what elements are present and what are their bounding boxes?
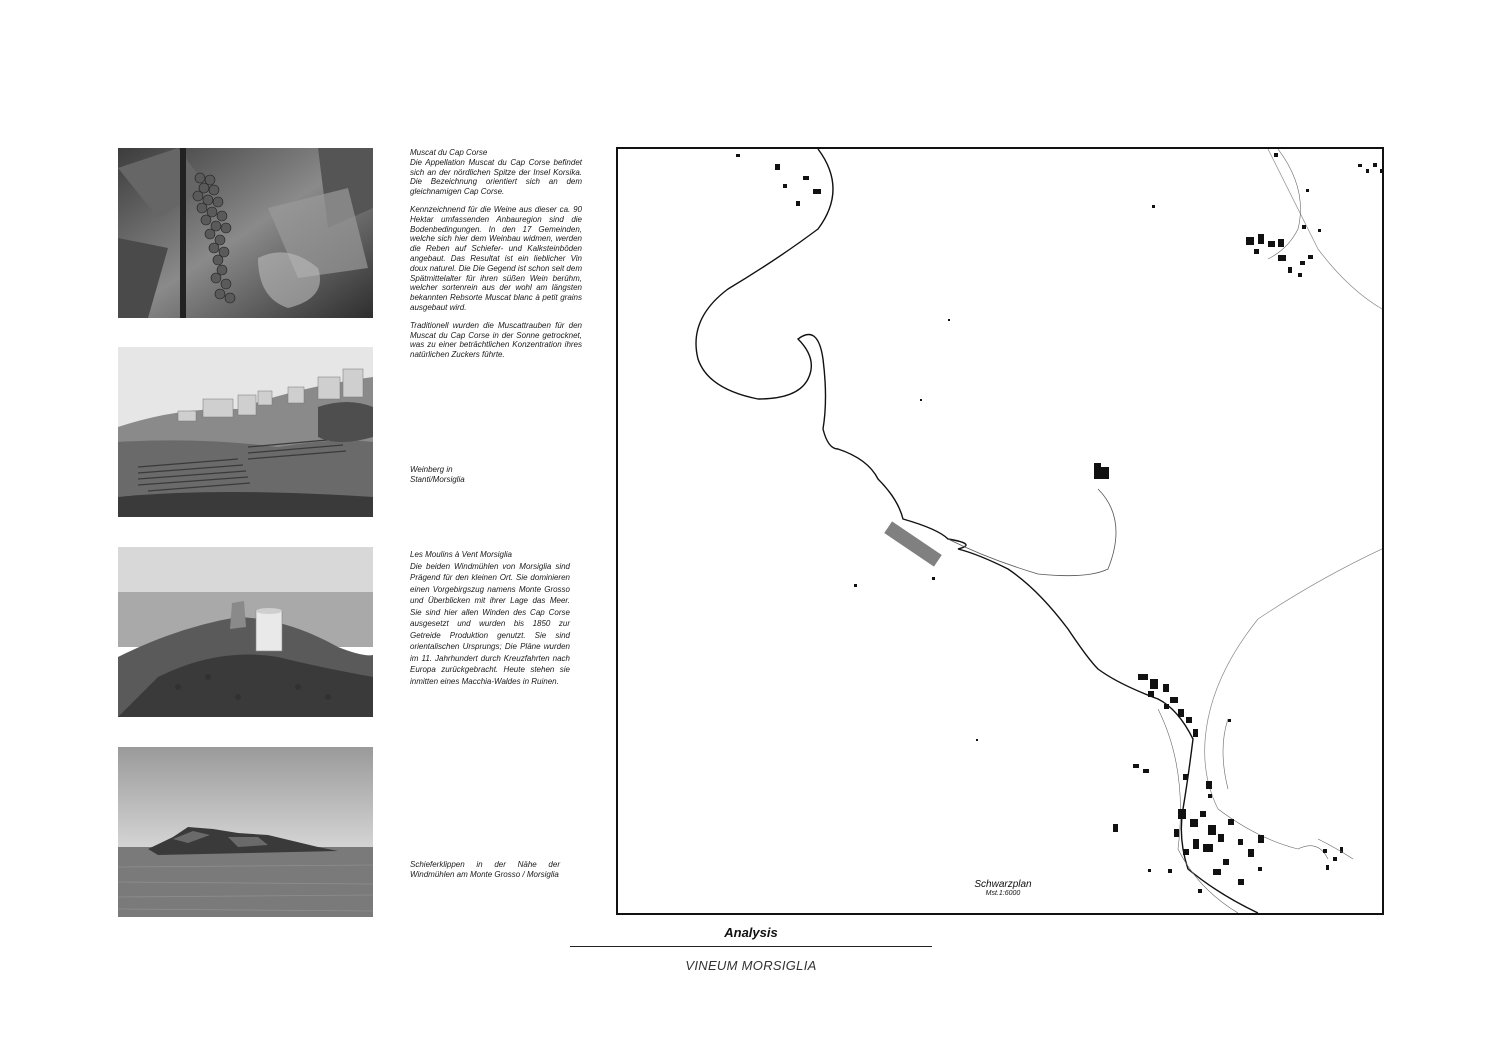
caption-rocks (410, 860, 560, 880)
caption-vineyard-line2: Stanti/Morsiglia (410, 474, 465, 484)
footer-rule (570, 946, 932, 947)
road-north (1268, 149, 1382, 309)
footer-subtitle: VINEUM MORSIGLIA (685, 958, 817, 973)
caption-windmills-title: Les Moulins à Vent Morsiglia (410, 550, 512, 559)
footer-title: Analysis (724, 925, 778, 940)
photo-vineyard-image (118, 347, 373, 517)
coastline (696, 149, 1258, 913)
road-east (1205, 549, 1382, 809)
map-legend (963, 879, 1043, 897)
caption-vineyard (410, 465, 582, 485)
caption-vineyard-line1: Weinberg in (410, 465, 453, 474)
buildings-northeast (1246, 153, 1382, 277)
caption-windmills (410, 549, 570, 687)
buildings-central (1094, 463, 1109, 479)
proposal-building (884, 521, 942, 566)
caption-muscat-intro: Die Appellation Muscat du Cap Corse befindet sich an der nördlichen Spitze der Insel Korsika. Die Bezeichnung orientiert sich an dem gleichnamigen Cap Corse. (410, 157, 582, 197)
photo-grapes-image (118, 148, 373, 318)
map-scale: Mst.1:6000 (985, 890, 1021, 897)
buildings-southeast (1113, 674, 1343, 893)
photo-vineyard (118, 347, 373, 517)
caption-muscat (410, 148, 582, 368)
road (948, 489, 1116, 576)
photo-rocks (118, 747, 373, 917)
photo-windmill (118, 547, 373, 717)
caption-muscat-soil: Kennzeichnend für die Weine aus dieser ca. 90 Hektar umfassenden Anbauregion sind die Bodenbedingungen. In den 17 Gemeinden, welche sich hier dem Weinbau widmen, werden die Reben auf Schiefer- und Kalksteinböden angebaut. Das Resultat ist ein lieblicher Vin doux naturel. Die Die Gegend ist schon seit dem Spätmittelalter für ihren süßen Wein berühm, welcher sortenrein aus der wohl am längsten bekannten Rebsorte Muscat blanc à petit grains ausgebaut wird. (410, 204, 582, 312)
caption-muscat-tradition: Traditionell wurden die Muscattrauben für den Muscat du Cap Corse in der Sonne getrocknet, was zu einer beträchtlichen Konzentration ihres natürlichen Zuckers führte. (410, 320, 582, 360)
map-title: Schwarzplan (974, 879, 1032, 890)
caption-rocks-text: Schieferklippen in der Nähe der Windmühlen am Monte Grosso / Morsiglia (410, 860, 560, 879)
buildings-northwest (736, 154, 1155, 741)
photo-windmill-image (118, 547, 373, 717)
photo-rocks-image (118, 747, 373, 917)
schwarzplan-map (616, 147, 1384, 915)
map-drawing (618, 149, 1382, 913)
caption-windmills-body: Die beiden Windmühlen von Morsiglia sind Prägend für den kleinen Ort. Sie dominieren einen Vorgebirgszug namens Monte Grosso und Überblicken mit ihrer Lage das Meer. Sie sind hier allen Winden des Cap Corse ausgesetzt und wurden bis 1850 zur Getreide Produktion genutzt. Sie sind orientalischen Ursprungs; Die Pläne wurden im 11. Jahrhundert durch Kreuzfahrten nach Europa zurückgebracht. Heute stehen sie inmitten eines Macchia-Waldes in Ruinen. (410, 561, 570, 686)
caption-muscat-title: Muscat du Cap Corse (410, 148, 488, 157)
photo-grapes (118, 148, 373, 318)
